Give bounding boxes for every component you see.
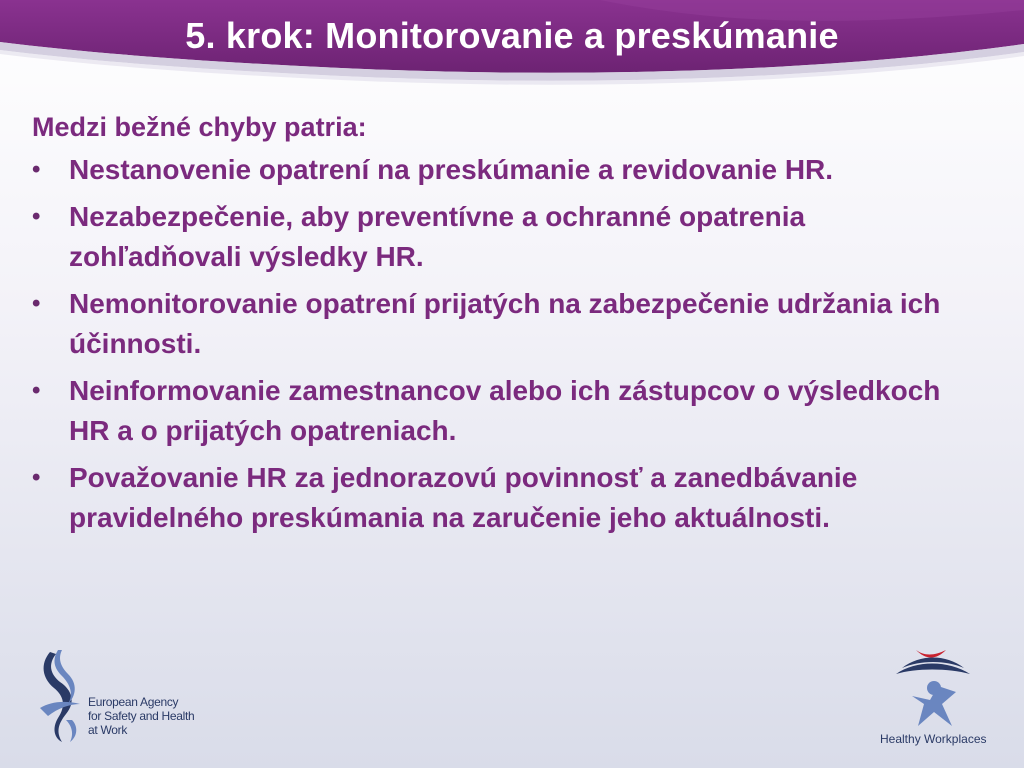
eu-osha-logo	[36, 646, 216, 746]
logo-text-line: for Safety and Health	[88, 709, 195, 723]
healthy-workplaces-logo	[872, 646, 1002, 750]
list-item-text: Neinformovanie zamestnancov alebo ich zástupcov o výsledkoch HR a o prijatých opatreniach.	[69, 375, 941, 446]
eu-osha-logo-icon	[36, 646, 96, 746]
bullet-marker: •	[32, 464, 41, 491]
bullet-marker: •	[32, 377, 41, 404]
bullet-marker: •	[32, 156, 41, 183]
list-item-text: Nemonitorovanie opatrení prijatých na zabezpečenie udržania ich účinnosti.	[69, 288, 941, 359]
list-item-text: Nezabezpečenie, aby preventívne a ochranné opatrenia zohľadňovali výsledky HR.	[69, 201, 806, 272]
list-item-text: Nestanovenie opatrení na preskúmanie a revidovanie HR.	[69, 154, 834, 185]
healthy-workplaces-label: Healthy Workplaces	[880, 732, 987, 746]
bullet-marker: •	[32, 290, 41, 317]
list-item	[32, 284, 982, 364]
list-item	[32, 197, 982, 277]
slide-header-banner	[0, 0, 1024, 90]
list-item-text: Považovanie HR za jednorazovú povinnosť a zanedbávanie pravidelného preskúmania na zaručenie jeho aktuálnosti.	[69, 462, 858, 533]
list-item	[32, 458, 982, 538]
intro-text: Medzi bežné chyby patria:	[32, 112, 367, 142]
logo-text-line: European Agency	[88, 695, 179, 709]
slide-title: 5. krok: Monitorovanie a preskúmanie	[185, 15, 839, 56]
list-item	[32, 371, 982, 451]
list-item	[32, 150, 982, 190]
healthy-workplaces-figure-icon	[872, 646, 1002, 730]
common-mistakes-list	[32, 150, 982, 538]
logo-text-line: at Work	[88, 723, 128, 737]
eu-osha-logo-text	[88, 695, 194, 737]
slide-body	[32, 108, 982, 545]
bullet-marker: •	[32, 203, 41, 230]
